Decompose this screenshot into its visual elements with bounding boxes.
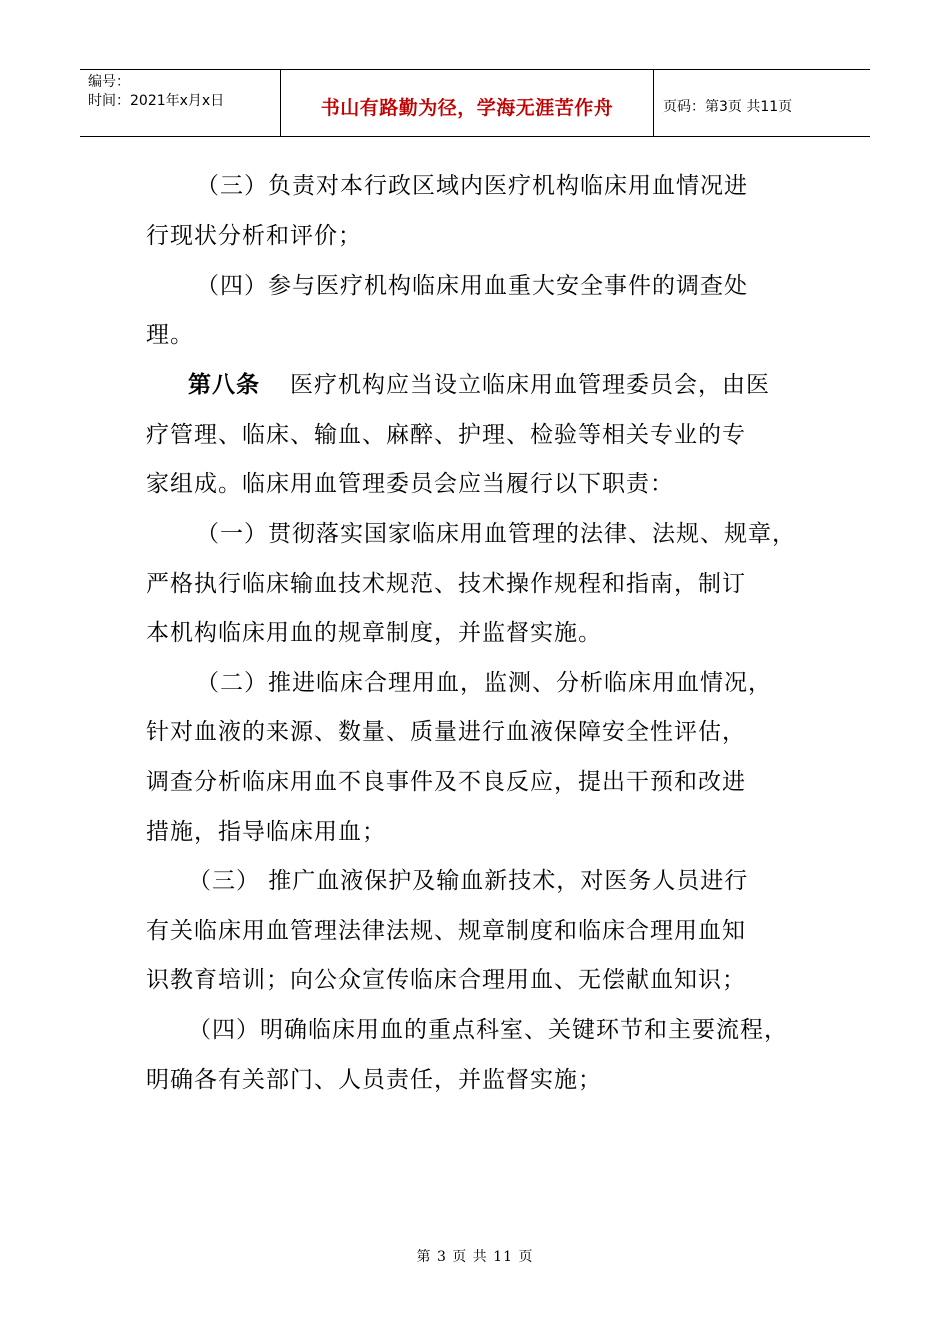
paragraph-line: 严格执行临床输血技术规范、技术操作规程和指南，制订: [146, 571, 746, 597]
paragraph-line: 行现状分析和评价；: [146, 223, 362, 249]
paragraph-line: 针对血液的来源、数量、质量进行血液保障安全性评估，: [146, 719, 746, 745]
paragraph-line: 医疗机构应当设立临床用血管理委员会，由医: [290, 372, 770, 398]
paragraph-line: （三）负责对本行政区域内医疗机构临床用血情况进: [196, 173, 748, 199]
paragraph-line: 有关临床用血管理法律法规、规章制度和临床合理用血知: [146, 918, 746, 944]
header-meta: [80, 70, 281, 136]
paragraph-line: 识教育培训；向公众宣传临床合理用血、无偿献血知识；: [146, 967, 746, 993]
paragraph-line: 本机构临床用血的规章制度，并监督实施。: [146, 620, 602, 646]
page-header: [80, 69, 870, 137]
paragraph-line: （四）参与医疗机构临床用血重大安全事件的调查处: [196, 273, 748, 299]
header-page-code: 页码：第3页 共11页: [663, 99, 793, 115]
paragraph-line: 家组成。临床用血管理委员会应当履行以下职责：: [146, 471, 674, 497]
paragraph-line: 明确各有关部门、人员责任，并监督实施；: [146, 1067, 602, 1093]
paragraph-line: 措施，指导临床用血；: [146, 819, 386, 845]
article-heading-line: [188, 370, 770, 400]
paragraph-line: 调查分析临床用血不良事件及不良反应，提出干预和改进: [146, 769, 746, 795]
article-heading: 第八条: [188, 372, 260, 398]
paragraph-line: （四）明确临床用血的重点科室、关键环节和主要流程，: [188, 1017, 788, 1043]
paragraph-line: （三） 推广血液保护及输血新技术，对医务人员进行: [188, 868, 749, 894]
paragraph-line: （二）推进临床合理用血，监测、分析临床用血情况，: [196, 670, 772, 696]
paragraph-line: 疗管理、临床、输血、麻醉、护理、检验等相关专业的专: [146, 422, 746, 448]
paragraph-line: 理。: [146, 322, 194, 348]
header-motto: 书山有路勤为径，学海无涯苦作舟: [281, 70, 654, 136]
document-number-label: 编号：: [88, 74, 130, 90]
document-time-label: 时间：2021年x月x日: [88, 93, 225, 109]
page-footer: 第 3 页 共 11 页: [416, 1249, 534, 1265]
paragraph-line: （一）贯彻落实国家临床用血管理的法律、法规、规章，: [196, 521, 796, 547]
